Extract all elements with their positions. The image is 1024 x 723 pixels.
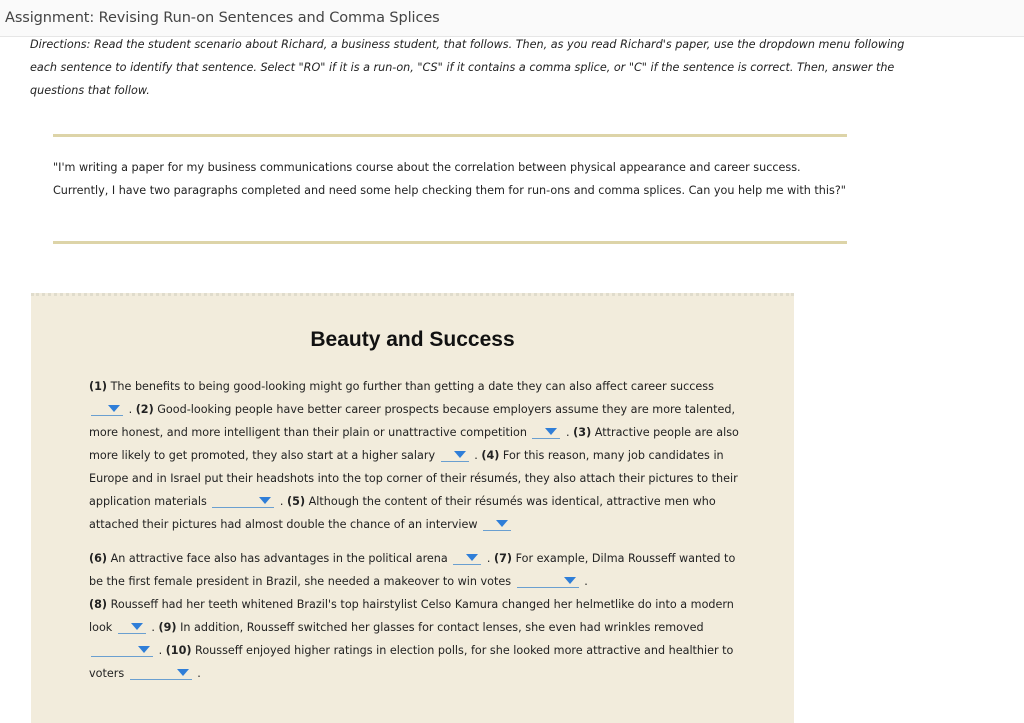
sentence-text: Although the content of their résumés was identical, attractive men who attached their pictures had almost double the chance of an interview	[89, 495, 716, 531]
page-title: Assignment: Revising Run-on Sentences and Comma Splices	[5, 10, 440, 26]
period: .	[279, 495, 284, 508]
chevron-down-icon	[496, 520, 508, 527]
period: .	[566, 426, 570, 439]
chevron-down-icon	[545, 428, 557, 435]
essay-panel	[31, 293, 794, 723]
period: .	[128, 403, 133, 416]
sentence-1-dropdown[interactable]	[91, 402, 123, 416]
sentence-text: For this reason, many job candidates in Europe and in Israel put their headshots into the top corner of their résumés, they also attach their pictures to their application materials	[89, 449, 738, 508]
period: .	[158, 644, 163, 657]
chevron-down-icon	[108, 405, 120, 412]
divider-top	[53, 134, 847, 137]
sentence-number: (2)	[135, 403, 154, 416]
sentence-10-dropdown[interactable]	[130, 666, 192, 680]
sentence-text: For example, Dilma Rousseff wanted to be the first female president in Brazil, she needed a makeover to win votes	[89, 552, 736, 588]
sentence-text: An attractive face also has advantages in the political arena	[110, 552, 448, 565]
assignment-header	[0, 0, 1024, 37]
chevron-down-icon	[564, 577, 576, 584]
sentence-number: (9)	[158, 621, 177, 634]
sentence-text: Attractive people are also more likely to get promoted, they also start at a higher salary	[89, 426, 739, 462]
chevron-down-icon	[259, 497, 271, 504]
sentence-text: The benefits to being good-looking might go further than getting a date they can also affect career success	[110, 380, 714, 393]
sentence-text: In addition, Rousseff switched her glasses for contact lenses, she even had wrinkles removed	[180, 621, 704, 634]
sentence-number: (3)	[573, 426, 592, 439]
period: .	[151, 621, 155, 634]
period: .	[584, 575, 588, 588]
chevron-down-icon	[454, 451, 466, 458]
sentence-6-dropdown[interactable]	[453, 551, 481, 565]
sentence-number: (4)	[481, 449, 500, 462]
sentence-text: Good-looking people have better career prospects because employers assume they are more talented, more honest, and more intelligent than their plain or unattractive competition	[89, 403, 736, 439]
sentence-number: (1)	[89, 380, 108, 393]
period: .	[197, 667, 201, 680]
sentence-number: (7)	[494, 552, 513, 565]
sentence-2-dropdown[interactable]	[532, 425, 560, 439]
sentence-7-dropdown[interactable]	[517, 574, 579, 588]
sentence-3-dropdown[interactable]	[441, 448, 469, 462]
directions-text: Directions: Read the student scenario about Richard, a business student, that follows. Then, as you read Richard's paper, use the dropdown menu following each sentence to identify that sentence. Select "RO" if it is a run-on, "CS" if it contains a comma splice, or "C" if the sentence is correct. Then, answer the questions that follow.	[30, 38, 905, 97]
chevron-down-icon	[138, 646, 150, 653]
period: .	[474, 449, 478, 462]
scenario-quote: "I'm writing a paper for my business communications course about the correlation between physical appearance and career success. Currently, I have two paragraphs completed and need some help checking them for run-ons and comma splices. Can you help me with this?"	[53, 161, 846, 197]
essay-title: Beauty and Success	[310, 328, 515, 351]
paragraph-1	[89, 375, 749, 536]
period: .	[486, 552, 491, 565]
divider-bottom	[53, 241, 847, 244]
sentence-5-dropdown[interactable]	[483, 517, 511, 531]
sentence-number: (6)	[89, 552, 108, 565]
chevron-down-icon	[131, 623, 143, 630]
sentence-number: (5)	[287, 495, 306, 508]
chevron-down-icon	[466, 554, 478, 561]
sentence-number: (10)	[165, 644, 192, 657]
sentence-4-dropdown[interactable]	[212, 494, 274, 508]
sentence-8-dropdown[interactable]	[118, 620, 146, 634]
paragraph-2	[89, 547, 749, 685]
sentence-number: (8)	[89, 598, 108, 611]
chevron-down-icon	[177, 669, 189, 676]
sentence-text: Rousseff enjoyed higher ratings in election polls, for she looked more attractive and healthier to voters	[89, 644, 734, 680]
sentence-9-dropdown[interactable]	[91, 643, 153, 657]
sentence-text: Rousseff had her teeth whitened Brazil's top hairstylist Celso Kamura changed her helmetlike do into a modern look	[89, 598, 734, 634]
